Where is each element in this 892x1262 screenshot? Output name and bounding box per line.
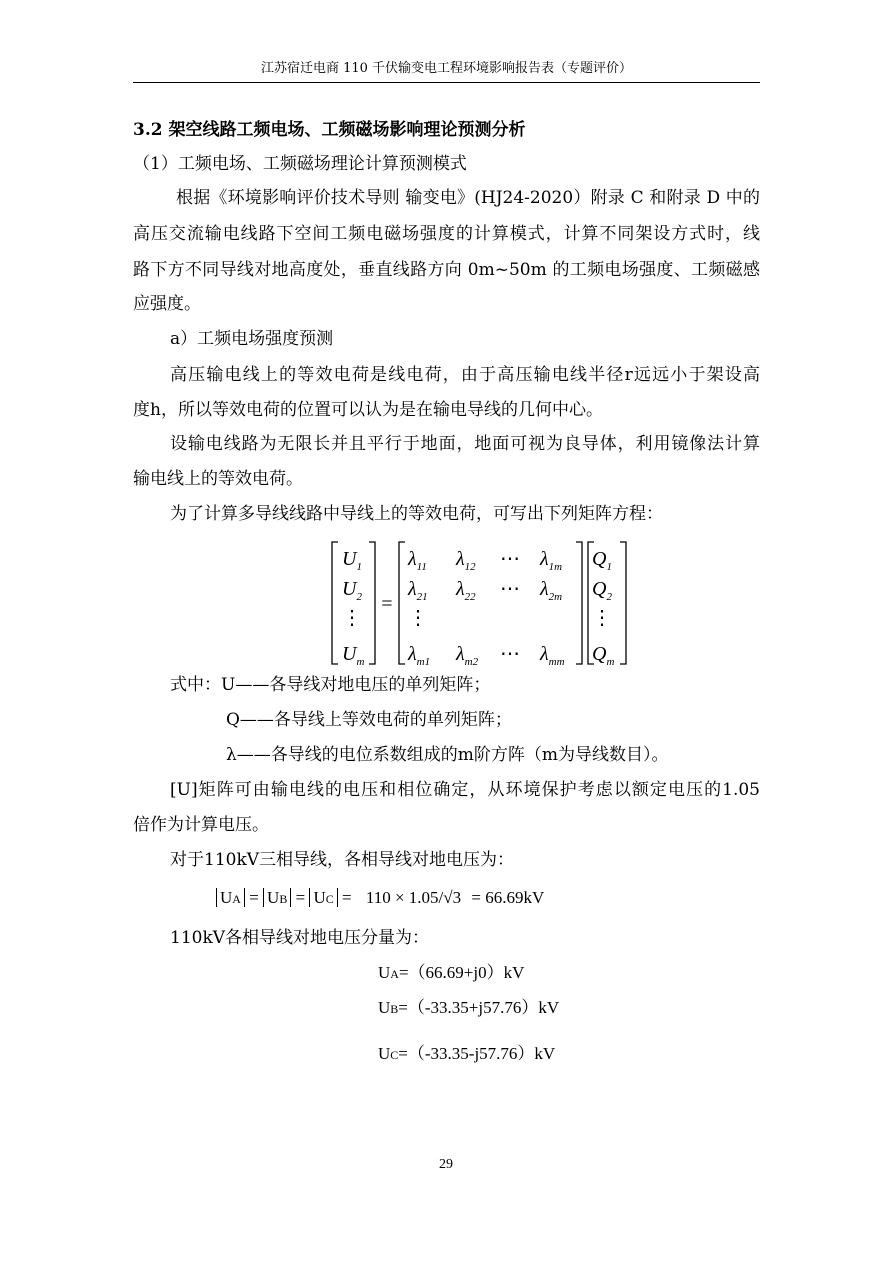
component-ua: UA=（66.69+j0）kV: [378, 963, 525, 982]
u-matrix-entry: $U_2$: [342, 578, 362, 603]
section-heading: 3.2 架空线路工频电场、工频磁场影响理论预测分析: [133, 120, 526, 140]
lambda-matrix-entry: $\lambda_{12}$: [456, 548, 476, 573]
paragraph-line: 倍作为计算电压。: [133, 815, 269, 835]
lambda-matrix-entry: $\lambda_{11}$: [408, 548, 427, 573]
paragraph-line: 设输电线路为无限长并且平行于地面，地面可视为良导体，利用镜像法计算: [170, 434, 760, 454]
definition-u: 式中：U——各导线对地电压的单列矩阵；: [170, 675, 491, 695]
u-matrix-entry: ⋮: [342, 607, 362, 629]
lambda-matrix-entry: $\lambda_{22}$: [456, 578, 476, 603]
running-header: 江苏宿迁电商 110 千伏输变电工程环境影响报告表（专题评价）: [260, 61, 633, 76]
u-matrix-entry: $U_m$: [342, 643, 365, 668]
abs-ub: UB: [263, 888, 291, 907]
paragraph-line: 路下方不同导线对地高度处，垂直线路方向 0m~50m 的工频电场强度、工频磁感: [133, 260, 760, 280]
u-bracket-right: [369, 542, 375, 664]
q-matrix-entry: $Q_2$: [592, 578, 612, 603]
lambda-matrix-entry: $\lambda_{2m}$: [540, 578, 563, 603]
paragraph-line: 对于110kV三相导线，各相导线对地电压为：: [170, 850, 515, 870]
lambda-matrix-entry: $\lambda_{21}$: [408, 578, 428, 603]
abs-uc: UC: [309, 888, 337, 907]
matrix-equation: [328, 536, 638, 670]
definition-lambda: λ——各导线的电位系数组成的m阶方阵（m为导线数目）。: [226, 745, 669, 765]
lambda-matrix-entry: ⋯: [500, 548, 520, 570]
paragraph-line: 应强度。: [133, 294, 201, 314]
definition-q: Q——各导线上等效电荷的单列矩阵；: [226, 710, 512, 730]
paragraph-line: 110kV各相导线对地电压分量为：: [170, 928, 430, 948]
q-matrix-entry: $Q_m$: [592, 643, 615, 668]
lambda-bracket-right: [576, 542, 582, 664]
q-matrix-entry: $Q_1$: [592, 548, 612, 573]
q-bracket-right: [620, 542, 626, 664]
u-matrix-entry: $U_1$: [342, 548, 362, 573]
lambda-matrix-entry: ⋯: [500, 643, 520, 665]
subsection-title: a）工频电场强度预测: [170, 329, 334, 349]
lambda-matrix-entry: ⋮: [408, 607, 428, 629]
matrix-equals: =: [380, 593, 394, 615]
paragraph-line: [U]矩阵可由输电线的电压和相位确定，从环境保护考虑以额定电压的1.05: [170, 780, 760, 800]
lambda-matrix-entry: $\lambda_{1m}$: [540, 548, 563, 573]
paragraph-line: 根据《环境影响评价技术导则 输变电》(HJ24-2020）附录 C 和附录 D 中的: [176, 188, 760, 208]
abs-ua: UA: [216, 888, 245, 907]
subsection-heading: （1）工频电场、工频磁场理论计算预测模式: [133, 154, 467, 174]
paragraph-line: 输电线上的等效电荷。: [133, 469, 303, 489]
lambda-matrix-entry: $\lambda_{mm}$: [540, 643, 565, 668]
lambda-matrix-entry: $\lambda_{m1}$: [408, 643, 431, 668]
component-uc: UC=（-33.35-j57.76）kV: [378, 1044, 556, 1063]
lambda-bracket-left: [399, 542, 405, 664]
paragraph-line: 为了计算多导线线路中导线上的等效电荷，可写出下列矩阵方程：: [170, 504, 663, 524]
paragraph-line: 高压输电线上的等效电荷是线电荷，由于高压输电线半径r远远小于架设高: [170, 365, 760, 385]
u-bracket-left: [332, 542, 338, 664]
page-number: 29: [439, 1157, 453, 1172]
lambda-matrix-entry: $\lambda_{m2}$: [456, 643, 479, 668]
q-matrix-entry: ⋮: [592, 607, 612, 629]
voltage-equation: UA = UB = UC = 110 × 1.05/√3 = 66.69kV: [216, 886, 544, 911]
paragraph-line: 度h，所以等效电荷的位置可以认为是在输电导线的几何中心。: [133, 400, 603, 420]
header-rule: [133, 82, 760, 83]
lambda-matrix-entry: ⋯: [500, 578, 520, 600]
component-ub: UB=（-33.35+j57.76）kV: [378, 998, 560, 1017]
paragraph-line: 高压交流输电线路下空间工频电磁场强度的计算模式，计算不同架设方式时，线: [133, 224, 760, 244]
